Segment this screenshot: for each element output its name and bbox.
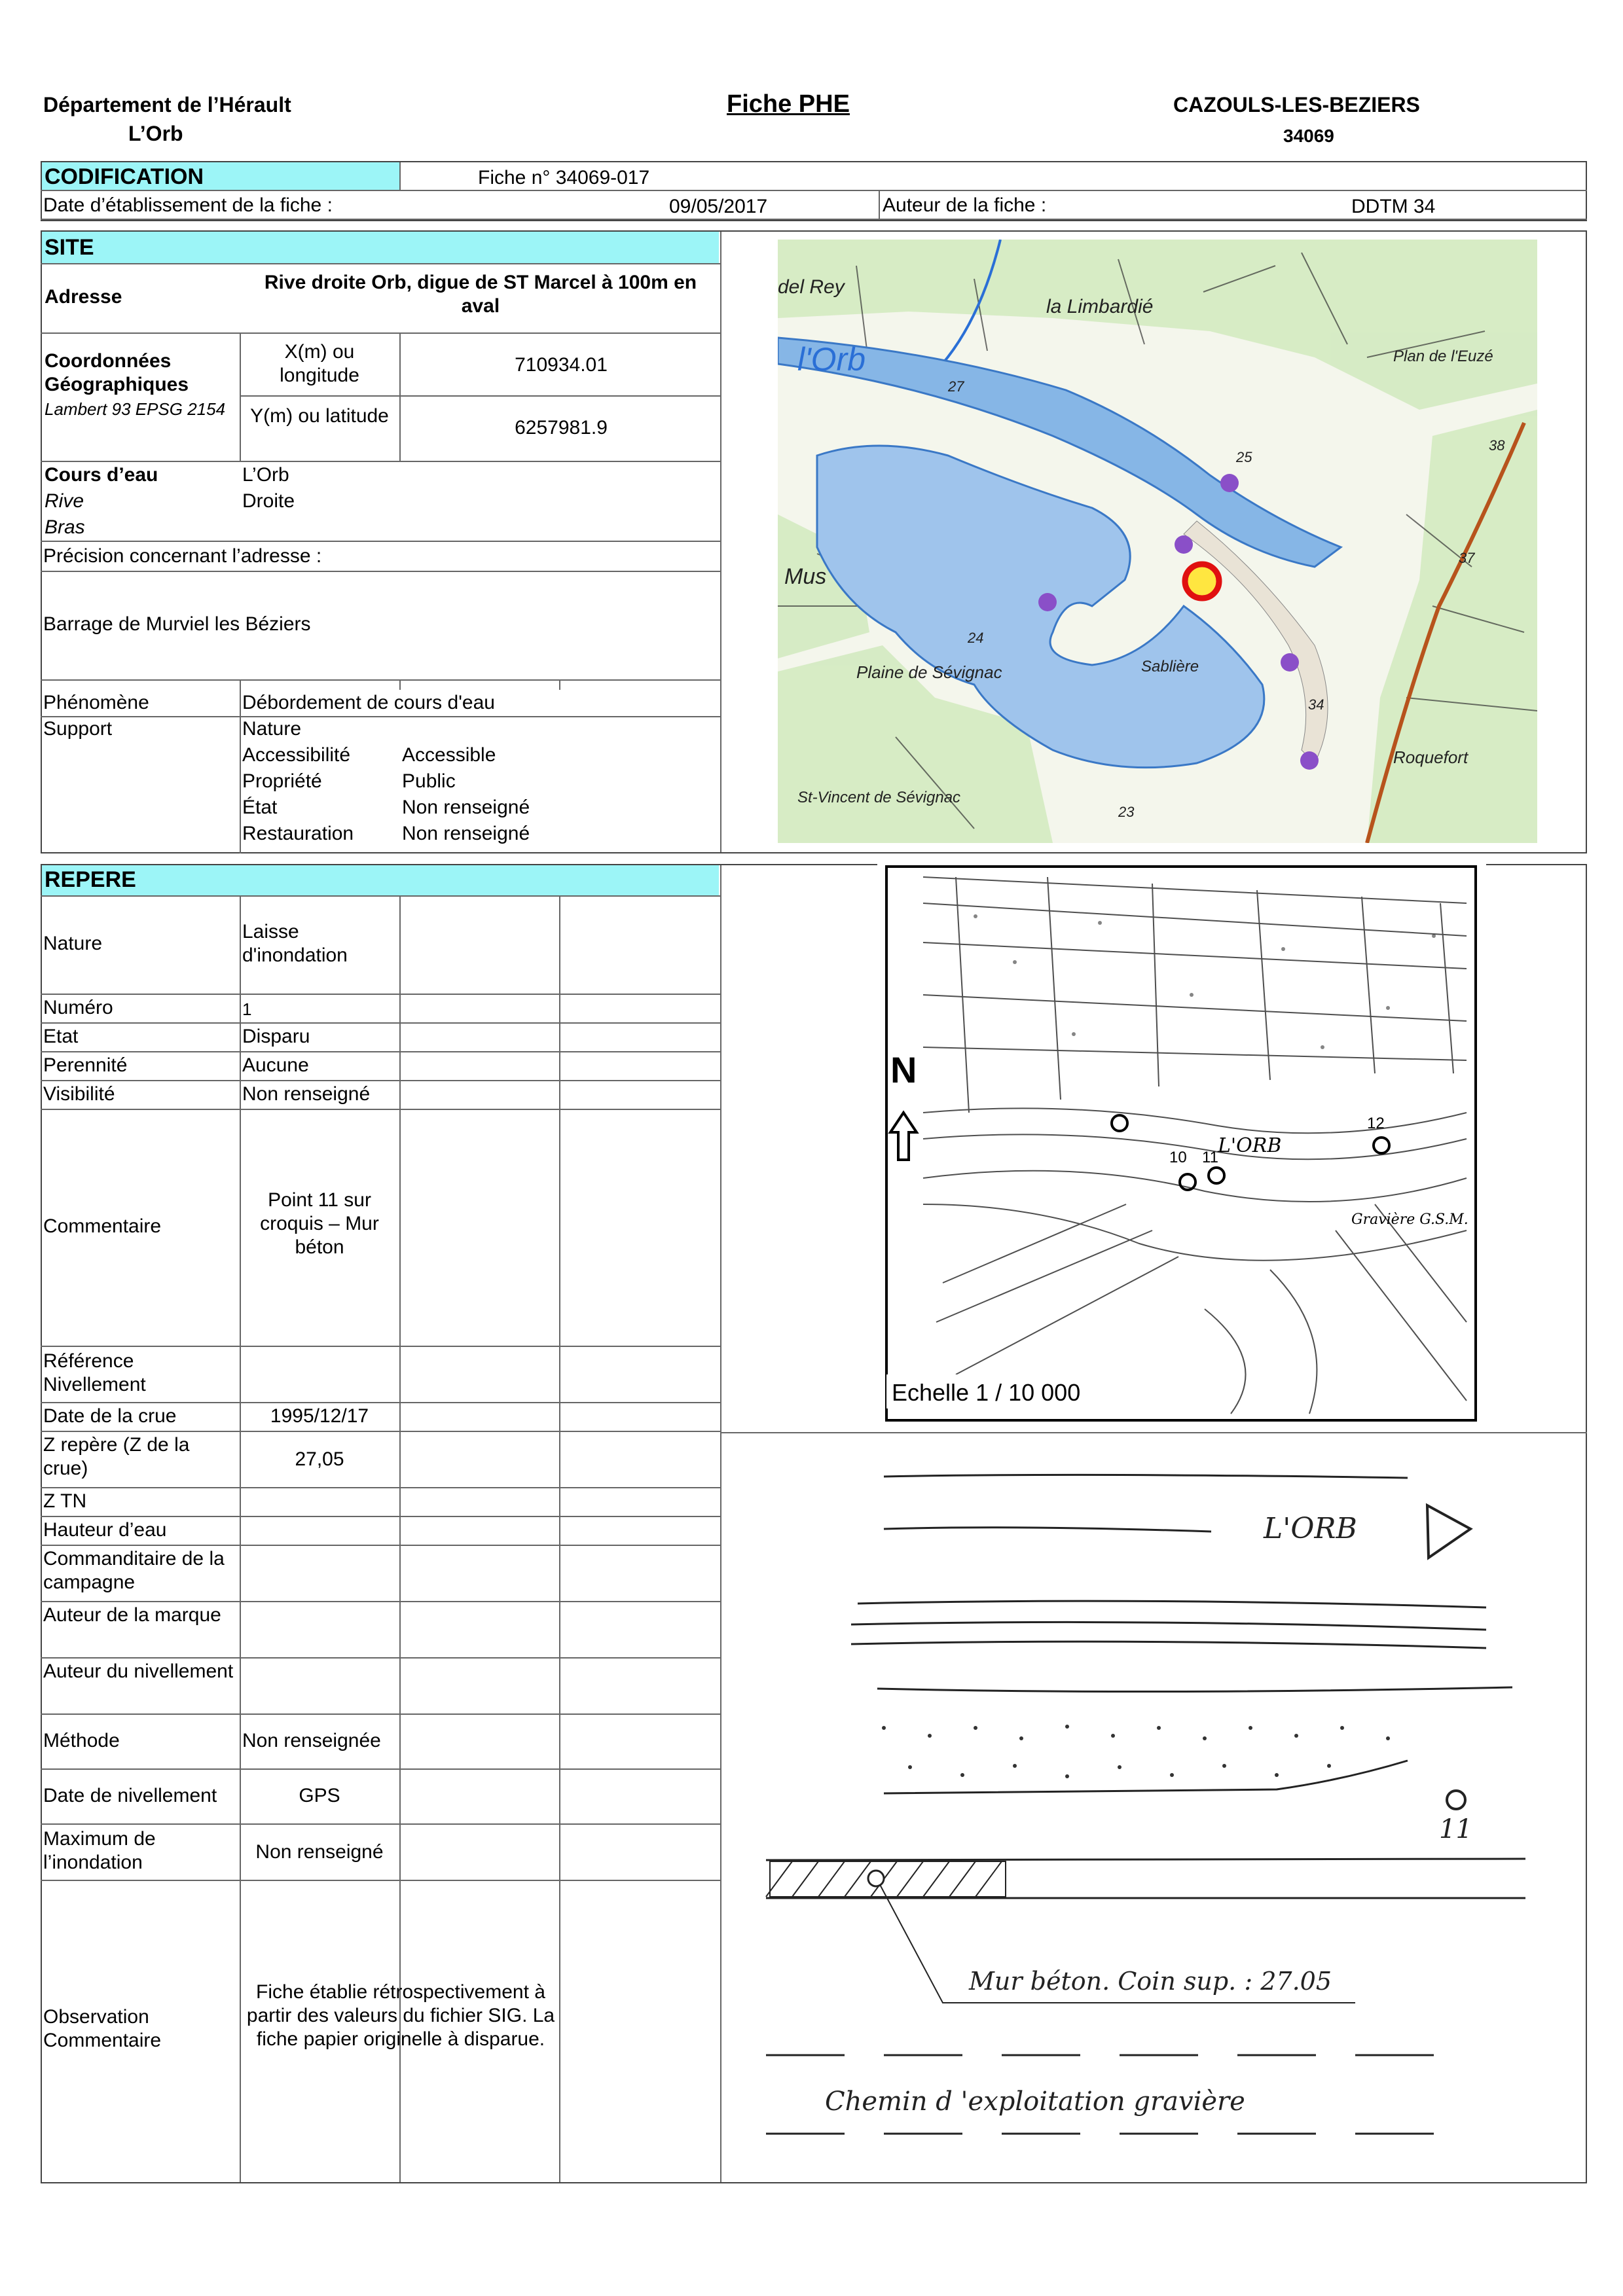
phenomene-label: Phénomène [43, 692, 149, 713]
repere-row-value: Laisse d'inondation [242, 921, 348, 966]
repere-row-label: Perennité [43, 1054, 128, 1076]
repere-row-value: Point 11 sur croquis – Mur béton [260, 1189, 379, 1258]
repere-row-label: Hauteur d’eau [43, 1519, 167, 1541]
repere-row-label: Numéro [43, 997, 113, 1018]
support-item: Accessibilité [242, 744, 351, 766]
repere-row-label: Etat [43, 1026, 79, 1047]
y-label: Y(m) ou latitude [250, 405, 389, 427]
location-marker [1185, 564, 1219, 598]
support-value: Accessible [402, 744, 496, 766]
repere-row-label: Commanditaire de la campagne [43, 1548, 225, 1593]
x-label: X(m) ou longitude [280, 341, 359, 386]
support-item: Nature [242, 718, 302, 740]
map-label: 34 [1308, 696, 1324, 713]
sketch-path-label: Chemin d 'exploitation gravière [825, 2087, 1245, 2117]
repere-row-label: Z TN [43, 1490, 87, 1512]
map-label: Plaine de Sévignac [856, 662, 1002, 682]
repere-row-value: 1995/12/17 [270, 1405, 369, 1427]
precision-label: Précision concernant l’adresse : [43, 545, 322, 567]
support-item: État [242, 797, 278, 818]
map-label: 27 [948, 378, 964, 395]
adresse-label: Adresse [45, 286, 122, 308]
phenomene-value: Débordement de cours d'eau [242, 692, 495, 713]
bras-label: Bras [45, 516, 85, 538]
author-value: DDTM 34 [1351, 196, 1436, 217]
flow-arrow-icon [1427, 1505, 1470, 1558]
repere-row-label: Visibilité [43, 1083, 115, 1105]
repere-header [42, 865, 719, 895]
repere-row-label: Méthode [43, 1730, 120, 1751]
plan-scale: Echelle 1 / 10 000 [892, 1379, 1081, 1406]
map-label: Mus [784, 564, 827, 589]
sketch-point-label: 11 [1439, 1814, 1472, 1844]
repere-row-value: 27,05 [295, 1448, 344, 1470]
plan-graviere-label: Gravière G.S.M. [1351, 1211, 1468, 1228]
adresse-value: Rive droite Orb, digue de ST Marcel à 100m en aval [264, 272, 697, 317]
plan-point-label: 12 [1367, 1115, 1385, 1132]
repere-row-value: GPS [299, 1785, 340, 1806]
wall-corner-point [868, 1871, 884, 1886]
repere-row-label: Nature [43, 933, 103, 954]
date-label: Date d’établissement de la fiche : [43, 194, 333, 216]
map-label: Sablière [1141, 658, 1199, 675]
map-label: Roquefort [1393, 747, 1468, 767]
repere-row-value: Aucune [242, 1054, 309, 1076]
support-item: Restauration [242, 823, 354, 844]
y-value: 6257981.9 [515, 417, 608, 439]
plan-point-label: 11 [1202, 1149, 1218, 1166]
map-label: St-Vincent de Sévignac [797, 789, 961, 806]
fiche-number: Fiche n° 34069-017 [478, 167, 650, 188]
coord-label: Coordonnées Géographiques [45, 350, 189, 395]
plan-point-label: 10 [1169, 1149, 1187, 1166]
sketch-point [1447, 1791, 1465, 1809]
support-label: Support [43, 718, 113, 740]
repere-row-label: Z repère (Z de la crue) [43, 1434, 190, 1479]
precision-value: Barrage de Murviel les Béziers [43, 613, 311, 635]
cours-value: L’Orb [242, 464, 289, 486]
repere-row-value: Non renseigné [255, 1841, 384, 1863]
plan-river-label: L'ORB [1218, 1134, 1282, 1157]
coord-system: Lambert 93 EPSG 2154 [45, 399, 226, 419]
support-value: Non renseigné [402, 823, 530, 844]
repere-row-value: Non renseigné [242, 1083, 371, 1105]
commune: CAZOULS-LES-BEZIERS [1173, 93, 1420, 117]
map-label: del Rey [778, 276, 845, 298]
insee-code: 34069 [1283, 126, 1334, 146]
support-item: Propriété [242, 770, 322, 792]
map-label: 24 [968, 630, 984, 646]
cours-label: Cours d’eau [45, 464, 158, 486]
rive-value: Droite [242, 490, 295, 512]
rive-label: Rive [45, 490, 84, 512]
support-value: Non renseigné [402, 797, 530, 818]
repere-label: REPERE [45, 867, 136, 892]
hand-sketch [753, 1440, 1539, 2179]
repere-row-value: Disparu [242, 1026, 310, 1047]
repere-row-label: Observation Commentaire [43, 2006, 162, 2051]
x-value: 710934.01 [515, 354, 608, 376]
map-label: 25 [1236, 449, 1252, 465]
repere-row-label: Auteur du nivellement [43, 1660, 234, 1682]
repere-row-label: Commentaire [43, 1215, 162, 1237]
repere-row-label: Date de la crue [43, 1405, 177, 1427]
repere-row-label: Auteur de la marque [43, 1604, 221, 1626]
repere-row-label: Référence Nivellement [43, 1350, 146, 1395]
river-name: L’Orb [128, 122, 183, 145]
site-label: SITE [45, 235, 94, 260]
support-value: Public [402, 770, 456, 792]
topographic-map [778, 240, 1537, 843]
map-label: l'Orb [797, 341, 866, 378]
map-label: la Limbardié [1046, 296, 1154, 317]
repere-row-value: Non renseignée [242, 1730, 381, 1751]
north-label: N [890, 1049, 917, 1090]
repere-row-label: Date de nivellement [43, 1785, 217, 1806]
codification-label: CODIFICATION [45, 164, 204, 189]
repere-row-label: Maximum de l’inondation [43, 1828, 156, 1873]
page-title: Fiche PHE [727, 90, 850, 118]
repere-row-value: 1 [242, 999, 252, 1019]
sketch-river-label: L'ORB [1264, 1512, 1357, 1545]
scanned-plan [877, 864, 1486, 1429]
site-header [42, 232, 719, 263]
map-label: 37 [1459, 550, 1475, 566]
author-label: Auteur de la fiche : [883, 194, 1047, 216]
sketch-wall-label: Mur béton. Coin sup. : 27.05 [969, 1967, 1332, 1996]
department: Département de l’Hérault [43, 93, 291, 117]
map-label: 38 [1489, 437, 1505, 454]
map-label: 23 [1118, 804, 1135, 820]
map-label: Plan de l'Euzé [1393, 348, 1493, 365]
repere-row-value: Fiche établie rétrospectivement à partir des valeurs du fichier SIG. La fiche papier originelle à disparue. [246, 1981, 555, 2050]
date-value: 09/05/2017 [669, 196, 768, 217]
